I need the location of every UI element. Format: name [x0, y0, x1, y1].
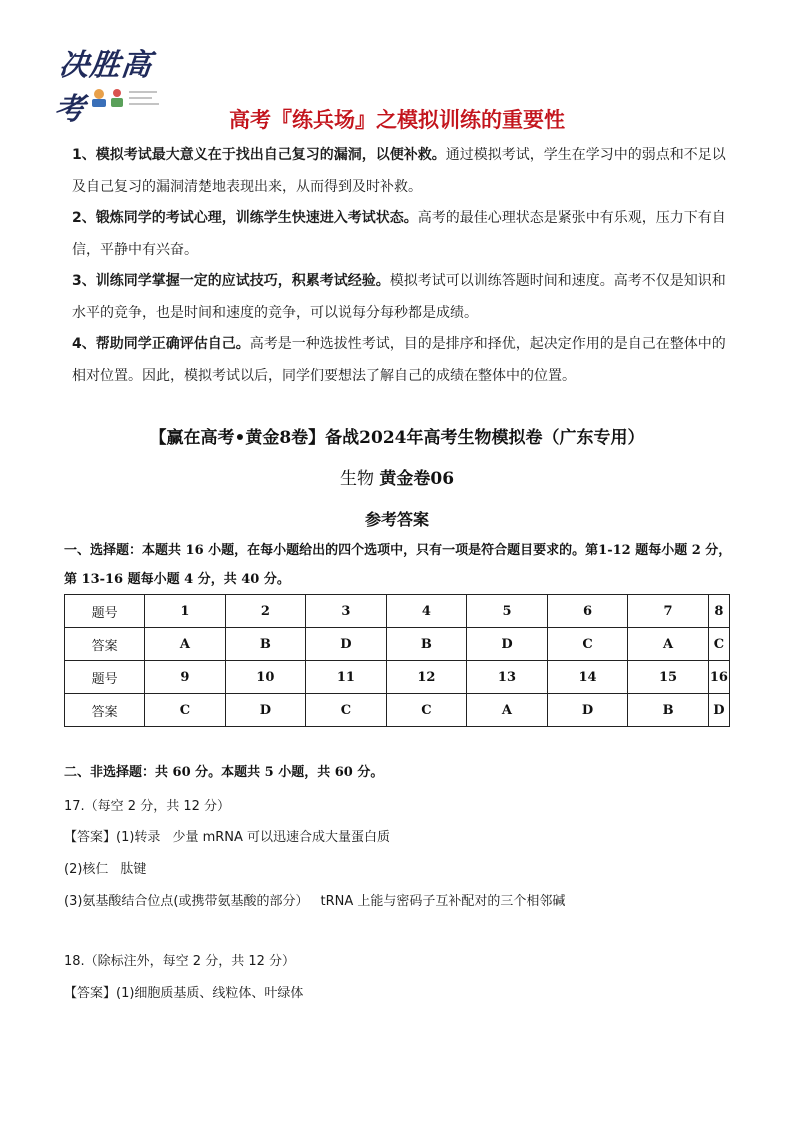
answer-cell: A [467, 694, 548, 727]
num-cell: 13 [467, 661, 548, 694]
answer-cell: D [708, 694, 729, 727]
importance-3-text: 模拟考试可以训练答题时间和速度。高考不仅是知识和水平的竞争，也是时间和速度的竞争，可以说每分每秒都是成绩。 [72, 273, 726, 321]
num-label-cell: 题号 [65, 661, 145, 694]
importance-3-bold: 3、训练同学掌握一定的应试技巧，积累考试经验。 [72, 273, 390, 289]
answers-heading: 参考答案 [364, 510, 429, 529]
num-cell: 1 [145, 595, 225, 628]
importance-paragraph-3 [72, 266, 732, 329]
document-title: 【赢在高考•黄金8卷】备战2024年高考生物模拟卷（广东专用） [149, 428, 645, 448]
answer-cell: C [547, 628, 628, 661]
importance-1-bold: 1、模拟考试最大意义在于找出自己复习的漏洞，以便补救。 [72, 147, 446, 163]
importance-paragraph-1 [72, 140, 732, 203]
table-row [65, 628, 730, 661]
q17-answer-2 [64, 858, 146, 877]
num-cell: 7 [628, 595, 709, 628]
q18-header: 18.（除标注外，每空 2 分，共 12 分） [64, 954, 296, 969]
document-subtitle [0, 464, 794, 489]
num-label-cell: 题号 [65, 595, 145, 628]
section-2-instructions: 二、非选择题：共 60 分。本题共 5 小题，共 60 分。 [64, 765, 384, 780]
answer-label: 【答案】 [64, 986, 117, 1001]
num-cell: 4 [386, 595, 467, 628]
num-cell: 3 [306, 595, 387, 628]
answer-cell: B [386, 628, 467, 661]
subject-label: 生物 [339, 469, 374, 489]
answer-cell: B [225, 628, 306, 661]
q17-answer-1 [64, 826, 390, 845]
q17-a1-num: (1)转录 [116, 830, 161, 845]
ans-label-cell: 答案 [65, 694, 145, 727]
importance-4-text: 高考是一种选拔性考试，目的是排序和择优，起决定作用的是自己在整体中的相对位置。因此，模拟考试以后，同学们要想法了解自己的成绩在整体中的位置。 [72, 336, 726, 384]
q17-a3-num: (3)氨基酸结合位点(或携带氨基酸的部分） [64, 894, 309, 909]
logo-text: 决胜高考 [52, 48, 154, 127]
q17-a1-rest: 少量 mRNA 可以迅速合成大量蛋白质 [172, 830, 391, 845]
logo [52, 40, 175, 127]
banner-title: 高考『练兵场』之模拟训练的重要性 [229, 108, 565, 132]
num-cell: 16 [708, 661, 729, 694]
answer-cell: D [306, 628, 387, 661]
answer-cell: D [225, 694, 306, 727]
q17-a2-num: (2)核仁 [64, 862, 109, 877]
num-cell: 8 [708, 595, 729, 628]
answer-cell: B [628, 694, 709, 727]
q17-answer-3 [64, 890, 565, 909]
num-cell: 5 [467, 595, 548, 628]
q17-a2-rest: 肽键 [120, 862, 147, 877]
section-1-instructions: 一、选择题：本题共 16 小题，在每小题给出的四个选项中，只有一项是符合题目要求的。第1-12 题每小题 2 分，第 13-16 题每小题 4 分，共 40 分。 [64, 543, 732, 587]
importance-2-text: 高考的最佳心理状态是紧张中有乐观，压力下有自信，平静中有兴奋。 [72, 210, 726, 258]
num-cell: 14 [547, 661, 628, 694]
num-cell: 12 [386, 661, 467, 694]
num-cell: 10 [225, 661, 306, 694]
importance-paragraph-4 [72, 329, 732, 392]
answer-table [64, 594, 730, 727]
importance-paragraph-2 [72, 203, 732, 266]
answer-cell: C [145, 694, 225, 727]
answer-cell: C [708, 628, 729, 661]
q18-answer-1 [64, 982, 303, 1001]
answer-cell: C [386, 694, 467, 727]
q18-a1: (1)细胞质基质、线粒体、叶绿体 [116, 986, 304, 1001]
table-row [65, 661, 730, 694]
answer-label: 【答案】 [64, 830, 117, 845]
answer-cell: A [145, 628, 225, 661]
num-cell: 6 [547, 595, 628, 628]
answer-cell: D [547, 694, 628, 727]
answer-cell: C [306, 694, 387, 727]
num-cell: 2 [225, 595, 306, 628]
num-cell: 11 [306, 661, 387, 694]
importance-1-text: 通过模拟考试，学生在学习中的弱点和不足以及自己复习的漏洞清楚地表现出来，从而得到及时补救。 [72, 147, 726, 195]
num-cell: 15 [628, 661, 709, 694]
q17-header: 17.（每空 2 分，共 12 分） [64, 799, 231, 814]
importance-4-bold: 4、帮助同学正确评估自己。 [72, 336, 250, 352]
answer-cell: D [467, 628, 548, 661]
table-row [65, 595, 730, 628]
importance-2-bold: 2、锻炼同学的考试心理，训练学生快速进入考试状态。 [72, 210, 418, 226]
paper-label: 黄金卷06 [379, 469, 455, 489]
num-cell: 9 [145, 661, 225, 694]
table-row [65, 694, 730, 727]
ans-label-cell: 答案 [65, 628, 145, 661]
q17-a3-rest: tRNA 上能与密码子互补配对的三个相邻碱 [320, 894, 566, 909]
answer-cell: A [628, 628, 709, 661]
